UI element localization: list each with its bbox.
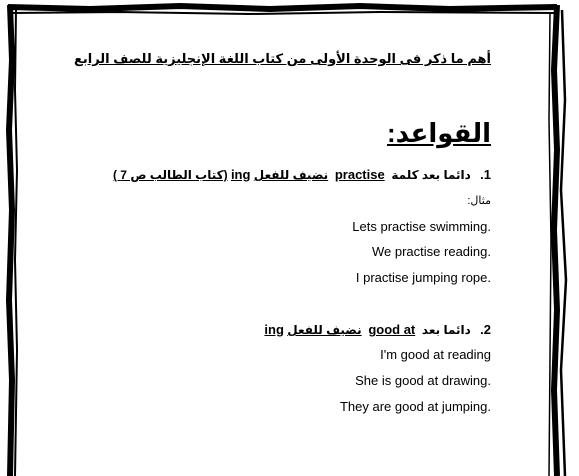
- rule-1-suffix: ing: [230, 167, 251, 182]
- rule-2-suffix: ing: [264, 322, 284, 337]
- rule-2-prefix: دائما بعد: [421, 323, 471, 337]
- rule-1-middle: نضيف للفعل: [253, 168, 329, 182]
- rule-2-middle: نضيف للفعل: [287, 323, 362, 337]
- rule-2-number: 2.: [480, 322, 491, 337]
- rule-2: [264, 322, 491, 337]
- example-sentence: I'm good at reading: [380, 347, 491, 362]
- rule-1-number: 1.: [480, 167, 491, 182]
- example-sentence: We practise reading.: [372, 244, 491, 259]
- rule-1-prefix: دائما بعد كلمة: [391, 168, 471, 182]
- example-sentence: I practise jumping rope.: [355, 270, 491, 285]
- rule-1: [113, 167, 491, 182]
- rule-1-reference: (كتاب الطالب ص 7 ): [112, 168, 228, 182]
- example-sentence: They are good at jumping.: [339, 399, 491, 414]
- example-sentence: She is good at drawing.: [355, 373, 491, 388]
- rule-1-keyword: practise: [334, 167, 385, 182]
- section-title-grammar: القواعد:: [386, 118, 491, 148]
- example-label: مثال:: [467, 195, 491, 207]
- example-sentence: Lets practise swimming.: [352, 219, 491, 234]
- page-heading: أهم ما ذكر فى الوحدة الأولى من كتاب اللغة الإنجليزية للصف الرابع: [74, 51, 491, 66]
- rule-2-keyword: good at: [368, 322, 416, 337]
